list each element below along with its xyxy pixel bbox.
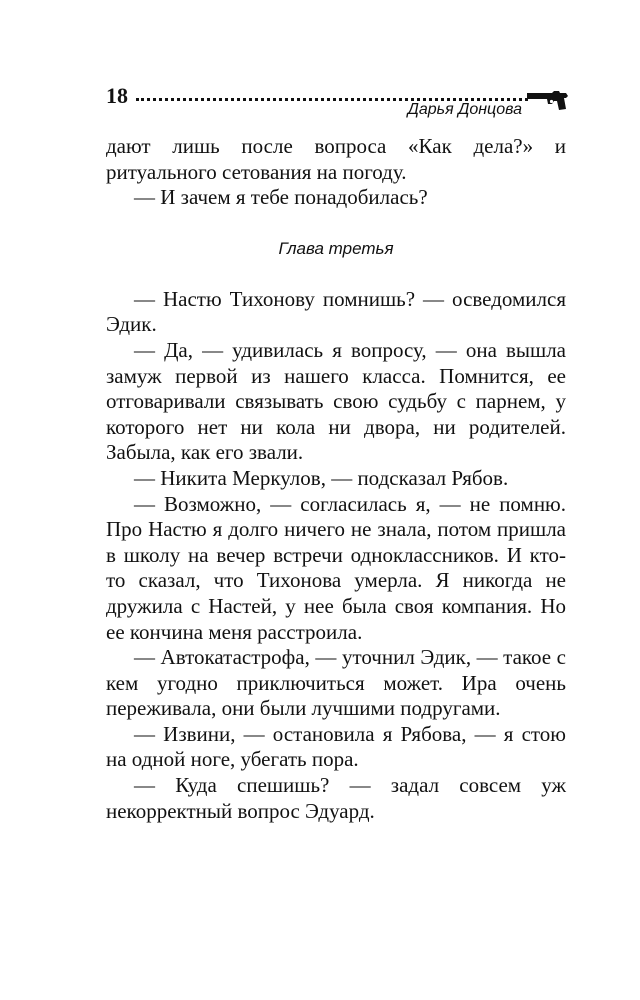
running-header	[106, 82, 568, 122]
paragraph: — Извини, — остановила я Рябова, — я стою на одной ноге, убегать пора.	[106, 721, 566, 772]
chapter-title: Глава третья	[278, 238, 394, 258]
page-number: 18	[106, 83, 128, 108]
paragraph: — Куда спешишь? — задал совсем уж некорректный вопрос Эдуард.	[106, 773, 566, 823]
paragraph: — Да, — удивилась я вопросу, — она вышла замуж первой из нашего класса. Помнится, ее отговаривали связывать свою судьбу с парнем, у которого нет ни кола ни двора, ни родителей. Забыла, как его звали.	[106, 337, 566, 465]
author-name: Дарья Донцова	[407, 101, 522, 118]
paragraph: — Возможно, — согласилась я, — не помню. Про Настю я долго ничего не знала, потом пришла в школу на вечер встречи одноклассников. И кто-то сказал, что Тихонова умерла. Я никогда не дружила с Настей, у нее была своя компания. Но ее кончина меня расстроила.	[106, 491, 566, 644]
paragraph: — Настю Тихонову помнишь? — осведомился Эдик.	[106, 286, 566, 337]
paragraph: — И зачем я тебе понадобилась?	[134, 185, 428, 210]
body-text	[106, 134, 566, 824]
paragraph: — Автокатастрофа, — уточнил Эдик, — такое с кем угодно приключиться может. Ира очень переживала, они были лучшими подругами.	[106, 645, 566, 721]
paragraph: — Никита Меркулов, — подсказал Рябов.	[134, 465, 509, 490]
revolver-icon	[526, 88, 570, 112]
paragraph: дают лишь после вопроса «Как дела?» и ритуального сетования на погоду.	[106, 134, 566, 184]
